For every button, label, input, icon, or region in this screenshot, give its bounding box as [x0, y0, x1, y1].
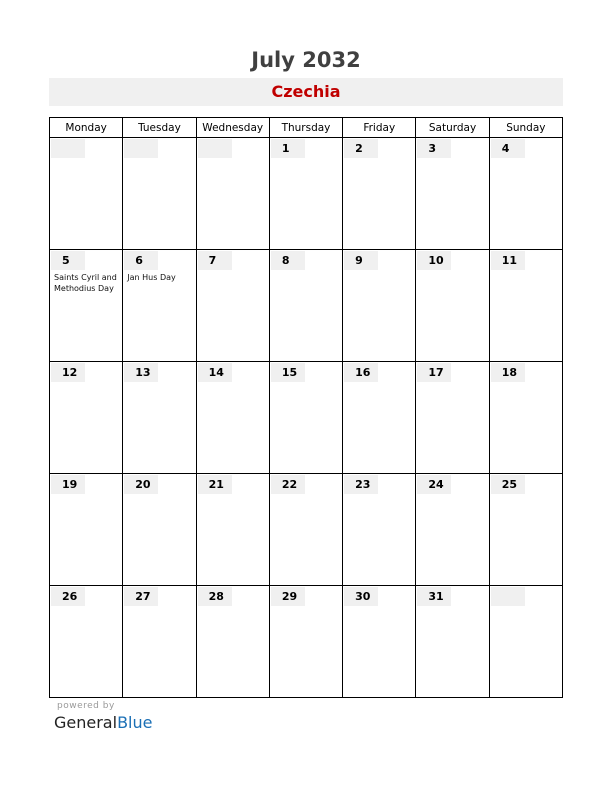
calendar-week-row — [50, 362, 563, 474]
calendar-day-cell[interactable] — [416, 474, 489, 586]
day-number: 10 — [417, 251, 451, 270]
calendar-day-cell[interactable] — [123, 362, 196, 474]
calendar-day-cell[interactable] — [269, 138, 342, 250]
day-number: 20 — [124, 475, 158, 494]
calendar-week-row — [50, 138, 563, 250]
day-number: 14 — [198, 363, 232, 382]
calendar-day-cell[interactable] — [489, 586, 562, 698]
weekday-monday: Monday — [50, 118, 123, 138]
day-number: 23 — [344, 475, 378, 494]
weekday-wednesday: Wednesday — [196, 118, 269, 138]
holiday-label: Jan Hus Day — [127, 273, 176, 282]
calendar-day-cell[interactable] — [50, 586, 123, 698]
holiday-label: Saints Cyril and Methodius Day — [54, 273, 117, 293]
day-number: 19 — [51, 475, 85, 494]
day-number: 6 — [124, 251, 158, 270]
calendar-day-cell[interactable] — [50, 138, 123, 250]
day-number: 24 — [417, 475, 451, 494]
day-number: 27 — [124, 587, 158, 606]
day-number: 15 — [271, 363, 305, 382]
day-number: 13 — [124, 363, 158, 382]
calendar-day-cell[interactable] — [196, 250, 269, 362]
calendar-day-cell[interactable] — [343, 474, 416, 586]
generalblue-logo[interactable] — [54, 713, 152, 732]
calendar-day-cell[interactable] — [343, 586, 416, 698]
powered-by-text: powered by — [57, 701, 115, 711]
calendar-day-cell[interactable] — [50, 362, 123, 474]
day-number: 31 — [417, 587, 451, 606]
calendar-day-cell[interactable] — [489, 250, 562, 362]
calendar-day-cell[interactable] — [123, 138, 196, 250]
weekday-sunday: Sunday — [489, 118, 562, 138]
day-number: 8 — [271, 251, 305, 270]
weekday-tuesday: Tuesday — [123, 118, 196, 138]
calendar-day-cell[interactable] — [416, 586, 489, 698]
calendar-day-cell[interactable] — [416, 138, 489, 250]
day-number: 3 — [417, 139, 451, 158]
calendar-day-cell[interactable] — [123, 586, 196, 698]
calendar-day-cell[interactable] — [196, 474, 269, 586]
calendar-day-cell[interactable] — [196, 362, 269, 474]
calendar-grid — [49, 117, 563, 698]
day-number: 1 — [271, 139, 305, 158]
day-number: 22 — [271, 475, 305, 494]
day-number: 28 — [198, 587, 232, 606]
day-number: 29 — [271, 587, 305, 606]
day-number: 26 — [51, 587, 85, 606]
day-number — [491, 587, 525, 606]
day-number: 2 — [344, 139, 378, 158]
calendar-day-cell[interactable] — [269, 586, 342, 698]
day-number — [124, 139, 158, 158]
weekday-thursday: Thursday — [269, 118, 342, 138]
weekday-friday: Friday — [343, 118, 416, 138]
calendar-day-cell[interactable] — [123, 250, 196, 362]
calendar-week-row — [50, 586, 563, 698]
day-number: 12 — [51, 363, 85, 382]
day-number: 9 — [344, 251, 378, 270]
day-number — [51, 139, 85, 158]
calendar-day-cell[interactable] — [269, 474, 342, 586]
calendar-day-cell[interactable] — [343, 362, 416, 474]
calendar-day-cell[interactable] — [50, 474, 123, 586]
country-banner — [49, 78, 563, 106]
calendar-day-cell[interactable] — [123, 474, 196, 586]
day-number: 5 — [51, 251, 85, 270]
calendar-day-cell[interactable] — [196, 138, 269, 250]
weekday-saturday: Saturday — [416, 118, 489, 138]
calendar-title: July 2032 — [251, 48, 361, 72]
day-number: 16 — [344, 363, 378, 382]
calendar-day-cell[interactable] — [269, 362, 342, 474]
calendar-day-cell[interactable] — [269, 250, 342, 362]
calendar-week-row — [50, 474, 563, 586]
day-number: 21 — [198, 475, 232, 494]
brand-general-text: General — [54, 713, 118, 732]
brand-blue-text: Blue — [117, 713, 153, 732]
calendar-day-cell[interactable] — [489, 474, 562, 586]
calendar-day-cell[interactable] — [50, 250, 123, 362]
day-number: 18 — [491, 363, 525, 382]
calendar-day-cell[interactable] — [416, 362, 489, 474]
calendar-day-cell[interactable] — [343, 250, 416, 362]
calendar-day-cell[interactable] — [489, 362, 562, 474]
day-number: 11 — [491, 251, 525, 270]
calendar-day-cell[interactable] — [416, 250, 489, 362]
calendar-day-cell[interactable] — [196, 586, 269, 698]
day-number — [198, 139, 232, 158]
day-number: 30 — [344, 587, 378, 606]
weekday-header-row — [50, 118, 563, 138]
calendar-day-cell[interactable] — [343, 138, 416, 250]
day-number: 7 — [198, 251, 232, 270]
calendar-week-row — [50, 250, 563, 362]
calendar-day-cell[interactable] — [489, 138, 562, 250]
day-number: 4 — [491, 139, 525, 158]
country-name: Czechia — [271, 82, 341, 101]
day-number: 25 — [491, 475, 525, 494]
day-number: 17 — [417, 363, 451, 382]
